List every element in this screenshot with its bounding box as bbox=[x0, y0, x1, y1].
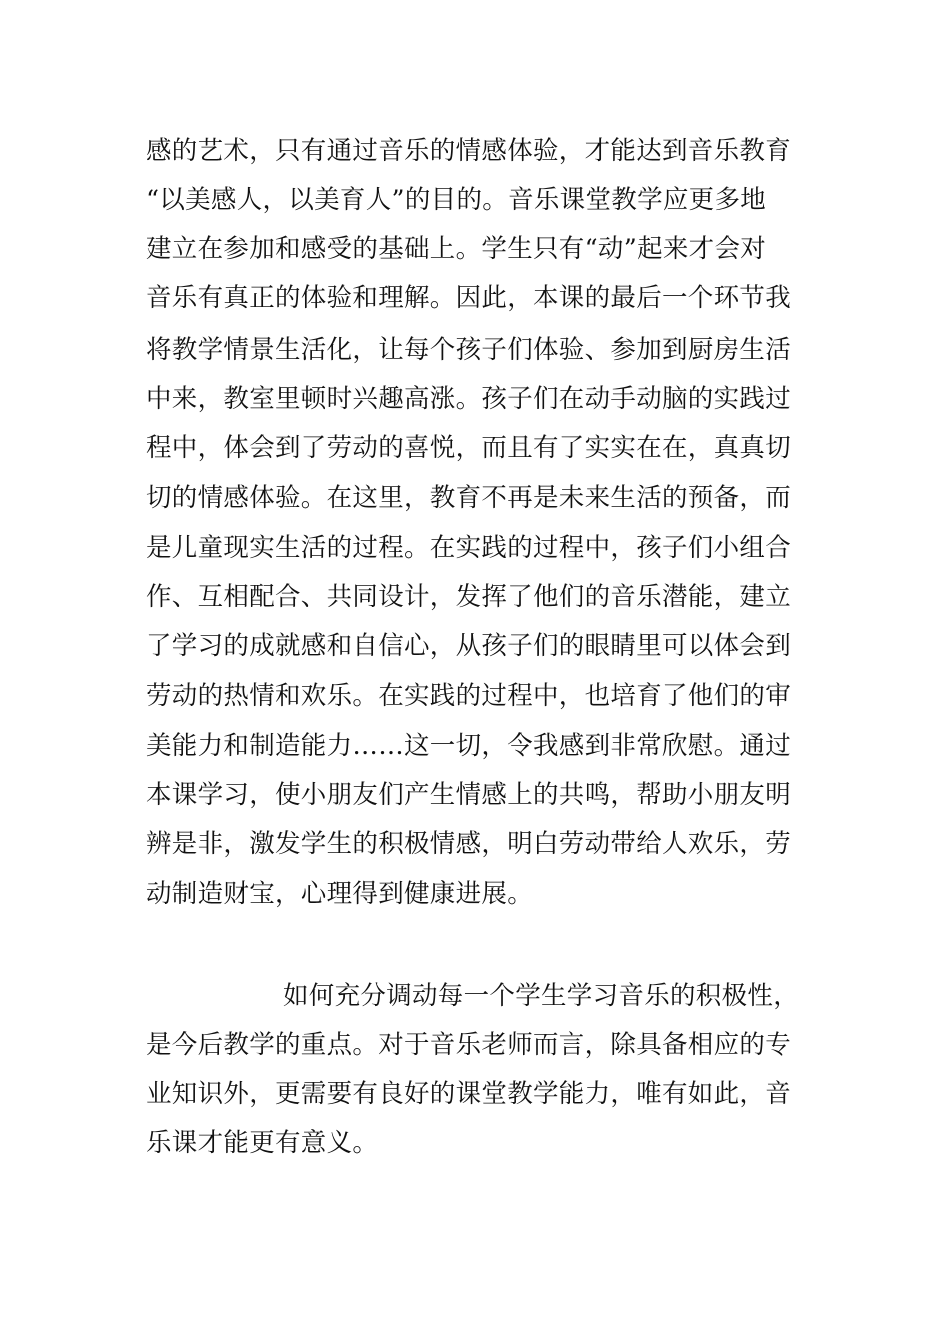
text-line: 程中，体会到了劳动的喜悦，而且有了实实在在，真真切 bbox=[146, 433, 792, 463]
text-line: 建立在参加和感受的基础上。学生只有“动”起来才会对 bbox=[146, 234, 767, 264]
text-line: 业知识外，更需要有良好的课堂教学能力，唯有如此，音 bbox=[146, 1079, 792, 1109]
text-line: 了学习的成就感和自信心，从孩子们的眼睛里可以体会到 bbox=[146, 631, 792, 661]
text-line: 中来，教室里顿时兴趣高涨。孩子们在动手动脑的实践过 bbox=[146, 384, 792, 414]
text-line: 是今后教学的重点。对于音乐老师而言，除具备相应的专 bbox=[146, 1030, 792, 1060]
text-line: 音乐有真正的体验和理解。因此，本课的最后一个环节我 bbox=[146, 283, 792, 313]
text-line: 辨是非，激发学生的积极情感，明白劳动带给人欢乐，劳 bbox=[146, 829, 792, 859]
text-line: 如何充分调动每一个学生学习音乐的积极性， bbox=[283, 981, 800, 1011]
text-line: “以美感人，以美育人”的目的。音乐课堂教学应更多地 bbox=[146, 185, 767, 215]
text-line: 美能力和制造能力……这一切，令我感到非常欣慰。通过 bbox=[146, 731, 792, 761]
text-line: 动制造财宝，心理得到健康进展。 bbox=[146, 879, 534, 909]
text-line: 切的情感体验。在这里，教育不再是未来生活的预备，而 bbox=[146, 483, 792, 513]
text-line: 将教学情景生活化，让每个孩子们体验、参加到厨房生活 bbox=[146, 335, 792, 365]
text-line: 本课学习，使小朋友们产生情感上的共鸣，帮助小朋友明 bbox=[146, 780, 792, 810]
text-line: 是儿童现实生活的过程。在实践的过程中，孩子们小组合 bbox=[146, 533, 792, 563]
text-line: 乐课才能更有意义。 bbox=[146, 1128, 379, 1158]
text-line: 劳动的热情和欢乐。在实践的过程中，也培育了他们的审 bbox=[146, 681, 792, 711]
text-line: 作、互相配合、共同设计，发挥了他们的音乐潜能，建立 bbox=[146, 582, 792, 612]
text-line: 感的艺术，只有通过音乐的情感体验，才能达到音乐教育 bbox=[146, 136, 792, 166]
